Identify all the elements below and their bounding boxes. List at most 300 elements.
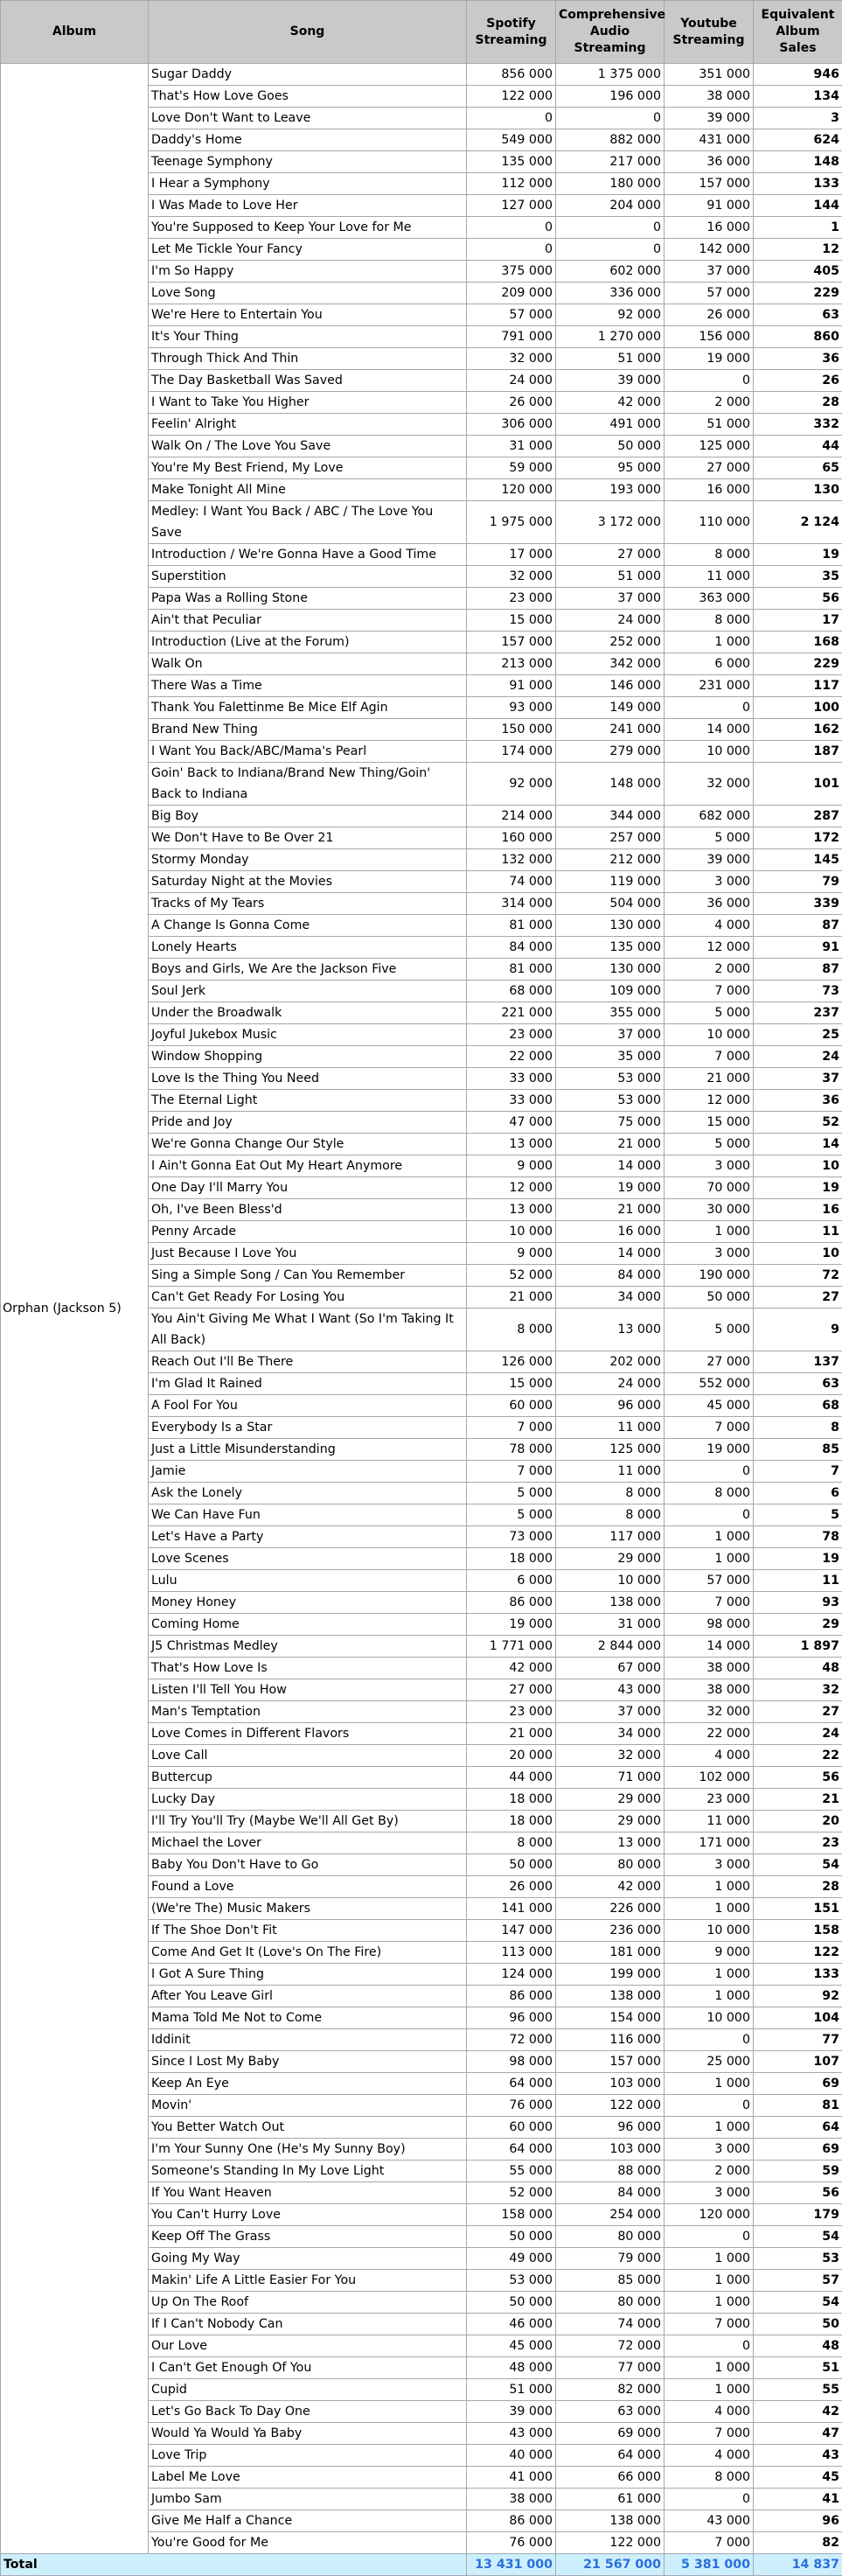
song-cell: We're Gonna Change Our Style bbox=[149, 1134, 467, 1155]
eas-cell: 11 bbox=[754, 1570, 842, 1592]
cas-cell: 138 000 bbox=[556, 1986, 665, 2007]
song-cell: Love Don't Want to Leave bbox=[149, 108, 467, 129]
song-cell: Just a Little Misunderstanding bbox=[149, 1439, 467, 1461]
song-cell: Penny Arcade bbox=[149, 1221, 467, 1243]
spotify-cell: 50 000 bbox=[467, 1854, 556, 1876]
song-cell: Sing a Simple Song / Can You Remember bbox=[149, 1265, 467, 1287]
spotify-cell: 221 000 bbox=[467, 1002, 556, 1024]
cas-cell: 11 000 bbox=[556, 1461, 665, 1483]
cas-cell: 138 000 bbox=[556, 1592, 665, 1614]
cas-cell: 8 000 bbox=[556, 1483, 665, 1504]
youtube-cell: 32 000 bbox=[665, 1701, 754, 1723]
song-cell: Lucky Day bbox=[149, 1789, 467, 1811]
eas-cell: 117 bbox=[754, 675, 842, 697]
spotify-cell: 73 000 bbox=[467, 1526, 556, 1548]
eas-cell: 187 bbox=[754, 741, 842, 763]
cas-cell: 193 000 bbox=[556, 479, 665, 501]
cas-cell: 130 000 bbox=[556, 959, 665, 981]
song-cell: Papa Was a Rolling Stone bbox=[149, 588, 467, 610]
cas-cell: 138 000 bbox=[556, 2510, 665, 2532]
cas-cell: 29 000 bbox=[556, 1811, 665, 1833]
eas-cell: 19 bbox=[754, 1177, 842, 1199]
spotify-cell: 122 000 bbox=[467, 86, 556, 108]
spotify-cell: 15 000 bbox=[467, 1373, 556, 1395]
youtube-cell: 38 000 bbox=[665, 1679, 754, 1701]
spotify-cell: 93 000 bbox=[467, 697, 556, 719]
youtube-cell: 70 000 bbox=[665, 1177, 754, 1199]
spotify-cell: 78 000 bbox=[467, 1439, 556, 1461]
spotify-cell: 42 000 bbox=[467, 1658, 556, 1679]
youtube-cell: 27 000 bbox=[665, 1351, 754, 1373]
youtube-cell: 0 bbox=[665, 2095, 754, 2117]
youtube-cell: 9 000 bbox=[665, 1942, 754, 1964]
eas-cell: 168 bbox=[754, 632, 842, 653]
spotify-cell: 76 000 bbox=[467, 2095, 556, 2117]
song-cell: I Want to Take You Higher bbox=[149, 392, 467, 414]
spotify-cell: 64 000 bbox=[467, 2073, 556, 2095]
song-cell: The Day Basketball Was Saved bbox=[149, 370, 467, 392]
youtube-cell: 57 000 bbox=[665, 1570, 754, 1592]
youtube-cell: 22 000 bbox=[665, 1723, 754, 1745]
youtube-cell: 4 000 bbox=[665, 915, 754, 937]
cas-cell: 8 000 bbox=[556, 1504, 665, 1526]
cas-cell: 29 000 bbox=[556, 1548, 665, 1570]
youtube-cell: 363 000 bbox=[665, 588, 754, 610]
spotify-cell: 31 000 bbox=[467, 436, 556, 457]
song-cell: J5 Christmas Medley bbox=[149, 1636, 467, 1658]
spotify-cell: 306 000 bbox=[467, 414, 556, 436]
song-cell: Let's Go Back To Day One bbox=[149, 2401, 467, 2423]
song-cell: Michael the Lover bbox=[149, 1833, 467, 1854]
youtube-cell: 57 000 bbox=[665, 283, 754, 304]
youtube-cell: 0 bbox=[665, 697, 754, 719]
eas-cell: 79 bbox=[754, 871, 842, 893]
song-cell: Keep An Eye bbox=[149, 2073, 467, 2095]
eas-cell: 93 bbox=[754, 1592, 842, 1614]
eas-cell: 27 bbox=[754, 1701, 842, 1723]
eas-cell: 36 bbox=[754, 348, 842, 370]
eas-cell: 96 bbox=[754, 2510, 842, 2532]
song-cell: Lonely Hearts bbox=[149, 937, 467, 959]
youtube-cell: 4 000 bbox=[665, 1745, 754, 1767]
spotify-cell: 314 000 bbox=[467, 893, 556, 915]
cas-cell: 257 000 bbox=[556, 827, 665, 849]
song-cell: Makin' Life A Little Easier For You bbox=[149, 2270, 467, 2292]
song-cell: Would Ya Would Ya Baby bbox=[149, 2423, 467, 2445]
youtube-cell: 4 000 bbox=[665, 2401, 754, 2423]
spotify-cell: 23 000 bbox=[467, 1701, 556, 1723]
cas-cell: 117 000 bbox=[556, 1526, 665, 1548]
eas-cell: 29 bbox=[754, 1614, 842, 1636]
youtube-cell: 91 000 bbox=[665, 195, 754, 217]
song-cell: Since I Lost My Baby bbox=[149, 2051, 467, 2073]
spotify-cell: 38 000 bbox=[467, 2489, 556, 2510]
eas-cell: 28 bbox=[754, 1876, 842, 1898]
song-cell: Someone's Standing In My Love Light bbox=[149, 2161, 467, 2182]
cas-cell: 241 000 bbox=[556, 719, 665, 741]
spotify-cell: 791 000 bbox=[467, 326, 556, 348]
cas-cell: 50 000 bbox=[556, 436, 665, 457]
spotify-cell: 32 000 bbox=[467, 348, 556, 370]
cas-cell: 80 000 bbox=[556, 2226, 665, 2248]
song-cell: Big Boy bbox=[149, 806, 467, 827]
youtube-cell: 7 000 bbox=[665, 1592, 754, 1614]
eas-cell: 53 bbox=[754, 2248, 842, 2270]
spotify-cell: 47 000 bbox=[467, 1112, 556, 1134]
song-cell: If The Shoe Don't Fit bbox=[149, 1920, 467, 1942]
spotify-cell: 5 000 bbox=[467, 1483, 556, 1504]
youtube-cell: 1 000 bbox=[665, 1876, 754, 1898]
cas-cell: 13 000 bbox=[556, 1309, 665, 1351]
cas-cell: 39 000 bbox=[556, 370, 665, 392]
cas-cell: 35 000 bbox=[556, 1046, 665, 1068]
cas-cell: 19 000 bbox=[556, 1177, 665, 1199]
youtube-cell: 1 000 bbox=[665, 2270, 754, 2292]
youtube-cell: 21 000 bbox=[665, 1068, 754, 1090]
youtube-cell: 50 000 bbox=[665, 1287, 754, 1309]
cas-cell: 84 000 bbox=[556, 1265, 665, 1287]
song-cell: Our Love bbox=[149, 2335, 467, 2357]
song-cell: Cupid bbox=[149, 2379, 467, 2401]
song-cell: I'm So Happy bbox=[149, 261, 467, 283]
eas-cell: 37 bbox=[754, 1068, 842, 1090]
cas-cell: 196 000 bbox=[556, 86, 665, 108]
spotify-cell: 68 000 bbox=[467, 981, 556, 1002]
youtube-cell: 0 bbox=[665, 2226, 754, 2248]
song-cell: If I Can't Nobody Can bbox=[149, 2314, 467, 2335]
spotify-cell: 41 000 bbox=[467, 2467, 556, 2489]
eas-cell: 237 bbox=[754, 1002, 842, 1024]
cas-cell: 109 000 bbox=[556, 981, 665, 1002]
youtube-cell: 171 000 bbox=[665, 1833, 754, 1854]
cas-cell: 199 000 bbox=[556, 1964, 665, 1986]
youtube-cell: 3 000 bbox=[665, 2182, 754, 2204]
youtube-cell: 5 000 bbox=[665, 1309, 754, 1351]
spotify-cell: 18 000 bbox=[467, 1811, 556, 1833]
cas-cell: 77 000 bbox=[556, 2357, 665, 2379]
youtube-cell: 0 bbox=[665, 1504, 754, 1526]
cas-cell: 279 000 bbox=[556, 741, 665, 763]
eas-cell: 81 bbox=[754, 2095, 842, 2117]
header-youtube: Youtube Streaming bbox=[665, 1, 754, 64]
spotify-cell: 126 000 bbox=[467, 1351, 556, 1373]
spotify-cell: 214 000 bbox=[467, 806, 556, 827]
song-cell: Through Thick And Thin bbox=[149, 348, 467, 370]
spotify-cell: 150 000 bbox=[467, 719, 556, 741]
spotify-cell: 8 000 bbox=[467, 1309, 556, 1351]
cas-cell: 252 000 bbox=[556, 632, 665, 653]
song-cell: Love Trip bbox=[149, 2445, 467, 2467]
cas-cell: 42 000 bbox=[556, 1876, 665, 1898]
spotify-cell: 549 000 bbox=[467, 129, 556, 151]
youtube-cell: 25 000 bbox=[665, 2051, 754, 2073]
cas-cell: 236 000 bbox=[556, 1920, 665, 1942]
spotify-cell: 18 000 bbox=[467, 1789, 556, 1811]
eas-cell: 47 bbox=[754, 2423, 842, 2445]
eas-cell: 91 bbox=[754, 937, 842, 959]
eas-cell: 72 bbox=[754, 1265, 842, 1287]
spotify-cell: 98 000 bbox=[467, 2051, 556, 2073]
youtube-cell: 1 000 bbox=[665, 632, 754, 653]
spotify-cell: 15 000 bbox=[467, 610, 556, 632]
spotify-cell: 18 000 bbox=[467, 1548, 556, 1570]
spotify-cell: 120 000 bbox=[467, 479, 556, 501]
song-cell: One Day I'll Marry You bbox=[149, 1177, 467, 1199]
eas-cell: 14 bbox=[754, 1134, 842, 1155]
youtube-cell: 32 000 bbox=[665, 763, 754, 806]
song-cell: After You Leave Girl bbox=[149, 1986, 467, 2007]
cas-cell: 602 000 bbox=[556, 261, 665, 283]
song-cell: Movin' bbox=[149, 2095, 467, 2117]
youtube-cell: 2 000 bbox=[665, 2161, 754, 2182]
spotify-cell: 55 000 bbox=[467, 2161, 556, 2182]
song-cell: Give Me Half a Chance bbox=[149, 2510, 467, 2532]
song-cell: I Hear a Symphony bbox=[149, 173, 467, 195]
youtube-cell: 39 000 bbox=[665, 108, 754, 129]
spotify-cell: 44 000 bbox=[467, 1767, 556, 1789]
spotify-cell: 26 000 bbox=[467, 1876, 556, 1898]
spotify-cell: 213 000 bbox=[467, 653, 556, 675]
eas-cell: 87 bbox=[754, 915, 842, 937]
cas-cell: 24 000 bbox=[556, 1373, 665, 1395]
cas-cell: 96 000 bbox=[556, 1395, 665, 1417]
youtube-cell: 16 000 bbox=[665, 479, 754, 501]
eas-cell: 45 bbox=[754, 2467, 842, 2489]
spotify-cell: 84 000 bbox=[467, 937, 556, 959]
song-cell: A Fool For You bbox=[149, 1395, 467, 1417]
spotify-cell: 20 000 bbox=[467, 1745, 556, 1767]
eas-cell: 92 bbox=[754, 1986, 842, 2007]
total-cas: 21 567 000 bbox=[556, 2554, 665, 2576]
spotify-cell: 86 000 bbox=[467, 1592, 556, 1614]
cas-cell: 103 000 bbox=[556, 2139, 665, 2161]
cas-cell: 85 000 bbox=[556, 2270, 665, 2292]
youtube-cell: 43 000 bbox=[665, 2510, 754, 2532]
youtube-cell: 39 000 bbox=[665, 849, 754, 871]
youtube-cell: 7 000 bbox=[665, 1417, 754, 1439]
cas-cell: 882 000 bbox=[556, 129, 665, 151]
youtube-cell: 190 000 bbox=[665, 1265, 754, 1287]
eas-cell: 6 bbox=[754, 1483, 842, 1504]
song-cell: Man's Temptation bbox=[149, 1701, 467, 1723]
song-cell: Can't Get Ready For Losing You bbox=[149, 1287, 467, 1309]
cas-cell: 37 000 bbox=[556, 588, 665, 610]
song-cell: Buttercup bbox=[149, 1767, 467, 1789]
song-cell: Just Because I Love You bbox=[149, 1243, 467, 1265]
cas-cell: 180 000 bbox=[556, 173, 665, 195]
eas-cell: 56 bbox=[754, 1767, 842, 1789]
spotify-cell: 49 000 bbox=[467, 2248, 556, 2270]
youtube-cell: 5 000 bbox=[665, 1134, 754, 1155]
youtube-cell: 37 000 bbox=[665, 261, 754, 283]
eas-cell: 339 bbox=[754, 893, 842, 915]
eas-cell: 10 bbox=[754, 1155, 842, 1177]
cas-cell: 37 000 bbox=[556, 1024, 665, 1046]
cas-cell: 34 000 bbox=[556, 1287, 665, 1309]
cas-cell: 63 000 bbox=[556, 2401, 665, 2423]
youtube-cell: 10 000 bbox=[665, 741, 754, 763]
eas-cell: 16 bbox=[754, 1199, 842, 1221]
spotify-cell: 33 000 bbox=[467, 1068, 556, 1090]
cas-cell: 491 000 bbox=[556, 414, 665, 436]
song-cell: I Was Made to Love Her bbox=[149, 195, 467, 217]
cas-cell: 80 000 bbox=[556, 1854, 665, 1876]
cas-cell: 217 000 bbox=[556, 151, 665, 173]
spotify-cell: 43 000 bbox=[467, 2423, 556, 2445]
spotify-cell: 86 000 bbox=[467, 2510, 556, 2532]
eas-cell: 28 bbox=[754, 392, 842, 414]
eas-cell: 26 bbox=[754, 370, 842, 392]
cas-cell: 226 000 bbox=[556, 1898, 665, 1920]
spotify-cell: 32 000 bbox=[467, 566, 556, 588]
eas-cell: 73 bbox=[754, 981, 842, 1002]
eas-cell: 36 bbox=[754, 1090, 842, 1112]
song-cell: Jumbo Sam bbox=[149, 2489, 467, 2510]
eas-cell: 35 bbox=[754, 566, 842, 588]
youtube-cell: 1 000 bbox=[665, 1986, 754, 2007]
eas-cell: 56 bbox=[754, 588, 842, 610]
cas-cell: 27 000 bbox=[556, 544, 665, 566]
song-cell: Keep Off The Grass bbox=[149, 2226, 467, 2248]
eas-cell: 7 bbox=[754, 1461, 842, 1483]
eas-cell: 130 bbox=[754, 479, 842, 501]
cas-cell: 1 270 000 bbox=[556, 326, 665, 348]
song-cell: Teenage Symphony bbox=[149, 151, 467, 173]
spotify-cell: 23 000 bbox=[467, 1024, 556, 1046]
spotify-cell: 147 000 bbox=[467, 1920, 556, 1942]
eas-cell: 172 bbox=[754, 827, 842, 849]
song-cell: Going My Way bbox=[149, 2248, 467, 2270]
eas-cell: 43 bbox=[754, 2445, 842, 2467]
spotify-cell: 72 000 bbox=[467, 2029, 556, 2051]
cas-cell: 0 bbox=[556, 239, 665, 261]
cas-cell: 135 000 bbox=[556, 937, 665, 959]
eas-cell: 104 bbox=[754, 2007, 842, 2029]
table-body bbox=[1, 64, 842, 2576]
spotify-cell: 40 000 bbox=[467, 2445, 556, 2467]
eas-cell: 10 bbox=[754, 1243, 842, 1265]
cas-cell: 116 000 bbox=[556, 2029, 665, 2051]
total-label: Total bbox=[1, 2554, 467, 2576]
spotify-cell: 12 000 bbox=[467, 1177, 556, 1199]
youtube-cell: 351 000 bbox=[665, 64, 754, 86]
song-cell: Medley: I Want You Back / ABC / The Love You Save bbox=[149, 501, 467, 544]
spotify-cell: 53 000 bbox=[467, 2270, 556, 2292]
youtube-cell: 36 000 bbox=[665, 893, 754, 915]
eas-cell: 151 bbox=[754, 1898, 842, 1920]
cas-cell: 103 000 bbox=[556, 2073, 665, 2095]
song-cell: (We're The) Music Makers bbox=[149, 1898, 467, 1920]
eas-cell: 63 bbox=[754, 1373, 842, 1395]
eas-cell: 41 bbox=[754, 2489, 842, 2510]
spotify-cell: 7 000 bbox=[467, 1461, 556, 1483]
spotify-cell: 23 000 bbox=[467, 588, 556, 610]
song-cell: Reach Out I'll Be There bbox=[149, 1351, 467, 1373]
song-cell: Baby You Don't Have to Go bbox=[149, 1854, 467, 1876]
song-cell: We Don't Have to Be Over 21 bbox=[149, 827, 467, 849]
eas-cell: 17 bbox=[754, 610, 842, 632]
youtube-cell: 12 000 bbox=[665, 937, 754, 959]
youtube-cell: 38 000 bbox=[665, 86, 754, 108]
eas-cell: 78 bbox=[754, 1526, 842, 1548]
spotify-cell: 113 000 bbox=[467, 1942, 556, 1964]
youtube-cell: 4 000 bbox=[665, 2445, 754, 2467]
song-cell: Coming Home bbox=[149, 1614, 467, 1636]
youtube-cell: 8 000 bbox=[665, 1483, 754, 1504]
cas-cell: 53 000 bbox=[556, 1068, 665, 1090]
eas-cell: 946 bbox=[754, 64, 842, 86]
cas-cell: 154 000 bbox=[556, 2007, 665, 2029]
spotify-cell: 127 000 bbox=[467, 195, 556, 217]
song-cell: Sugar Daddy bbox=[149, 64, 467, 86]
youtube-cell: 5 000 bbox=[665, 827, 754, 849]
cas-cell: 342 000 bbox=[556, 653, 665, 675]
spotify-cell: 81 000 bbox=[467, 959, 556, 981]
youtube-cell: 1 000 bbox=[665, 1221, 754, 1243]
eas-cell: 5 bbox=[754, 1504, 842, 1526]
song-cell: Superstition bbox=[149, 566, 467, 588]
eas-cell: 32 bbox=[754, 1679, 842, 1701]
spotify-cell: 375 000 bbox=[467, 261, 556, 283]
cas-cell: 181 000 bbox=[556, 1942, 665, 1964]
cas-cell: 66 000 bbox=[556, 2467, 665, 2489]
cas-cell: 51 000 bbox=[556, 348, 665, 370]
eas-cell: 148 bbox=[754, 151, 842, 173]
youtube-cell: 0 bbox=[665, 370, 754, 392]
song-cell: There Was a Time bbox=[149, 675, 467, 697]
youtube-cell: 7 000 bbox=[665, 2423, 754, 2445]
song-cell: I'm Glad It Rained bbox=[149, 1373, 467, 1395]
spotify-cell: 96 000 bbox=[467, 2007, 556, 2029]
youtube-cell: 38 000 bbox=[665, 1658, 754, 1679]
song-cell: Oh, I've Been Bless'd bbox=[149, 1199, 467, 1221]
eas-cell: 22 bbox=[754, 1745, 842, 1767]
cas-cell: 84 000 bbox=[556, 2182, 665, 2204]
total-youtube: 5 381 000 bbox=[665, 2554, 754, 2576]
song-cell: Listen I'll Tell You How bbox=[149, 1679, 467, 1701]
total-row bbox=[1, 2554, 842, 2576]
spotify-cell: 124 000 bbox=[467, 1964, 556, 1986]
youtube-cell: 3 000 bbox=[665, 1854, 754, 1876]
song-cell: Ask the Lonely bbox=[149, 1483, 467, 1504]
eas-cell: 24 bbox=[754, 1046, 842, 1068]
youtube-cell: 1 000 bbox=[665, 1526, 754, 1548]
spotify-cell: 57 000 bbox=[467, 304, 556, 326]
cas-cell: 254 000 bbox=[556, 2204, 665, 2226]
spotify-cell: 48 000 bbox=[467, 2357, 556, 2379]
eas-cell: 69 bbox=[754, 2139, 842, 2161]
song-cell: You're Good for Me bbox=[149, 2532, 467, 2554]
song-cell: Walk On / The Love You Save bbox=[149, 436, 467, 457]
cas-cell: 212 000 bbox=[556, 849, 665, 871]
spotify-cell: 7 000 bbox=[467, 1417, 556, 1439]
youtube-cell: 14 000 bbox=[665, 719, 754, 741]
youtube-cell: 682 000 bbox=[665, 806, 754, 827]
cas-cell: 29 000 bbox=[556, 1789, 665, 1811]
song-cell: Make Tonight All Mine bbox=[149, 479, 467, 501]
cas-cell: 67 000 bbox=[556, 1658, 665, 1679]
cas-cell: 24 000 bbox=[556, 610, 665, 632]
spotify-cell: 22 000 bbox=[467, 1046, 556, 1068]
cas-cell: 130 000 bbox=[556, 915, 665, 937]
song-cell: You're My Best Friend, My Love bbox=[149, 457, 467, 479]
eas-cell: 9 bbox=[754, 1309, 842, 1351]
song-cell: I Ain't Gonna Eat Out My Heart Anymore bbox=[149, 1155, 467, 1177]
eas-cell: 12 bbox=[754, 239, 842, 261]
header-song: Song bbox=[149, 1, 467, 64]
eas-cell: 42 bbox=[754, 2401, 842, 2423]
song-cell: Lulu bbox=[149, 1570, 467, 1592]
